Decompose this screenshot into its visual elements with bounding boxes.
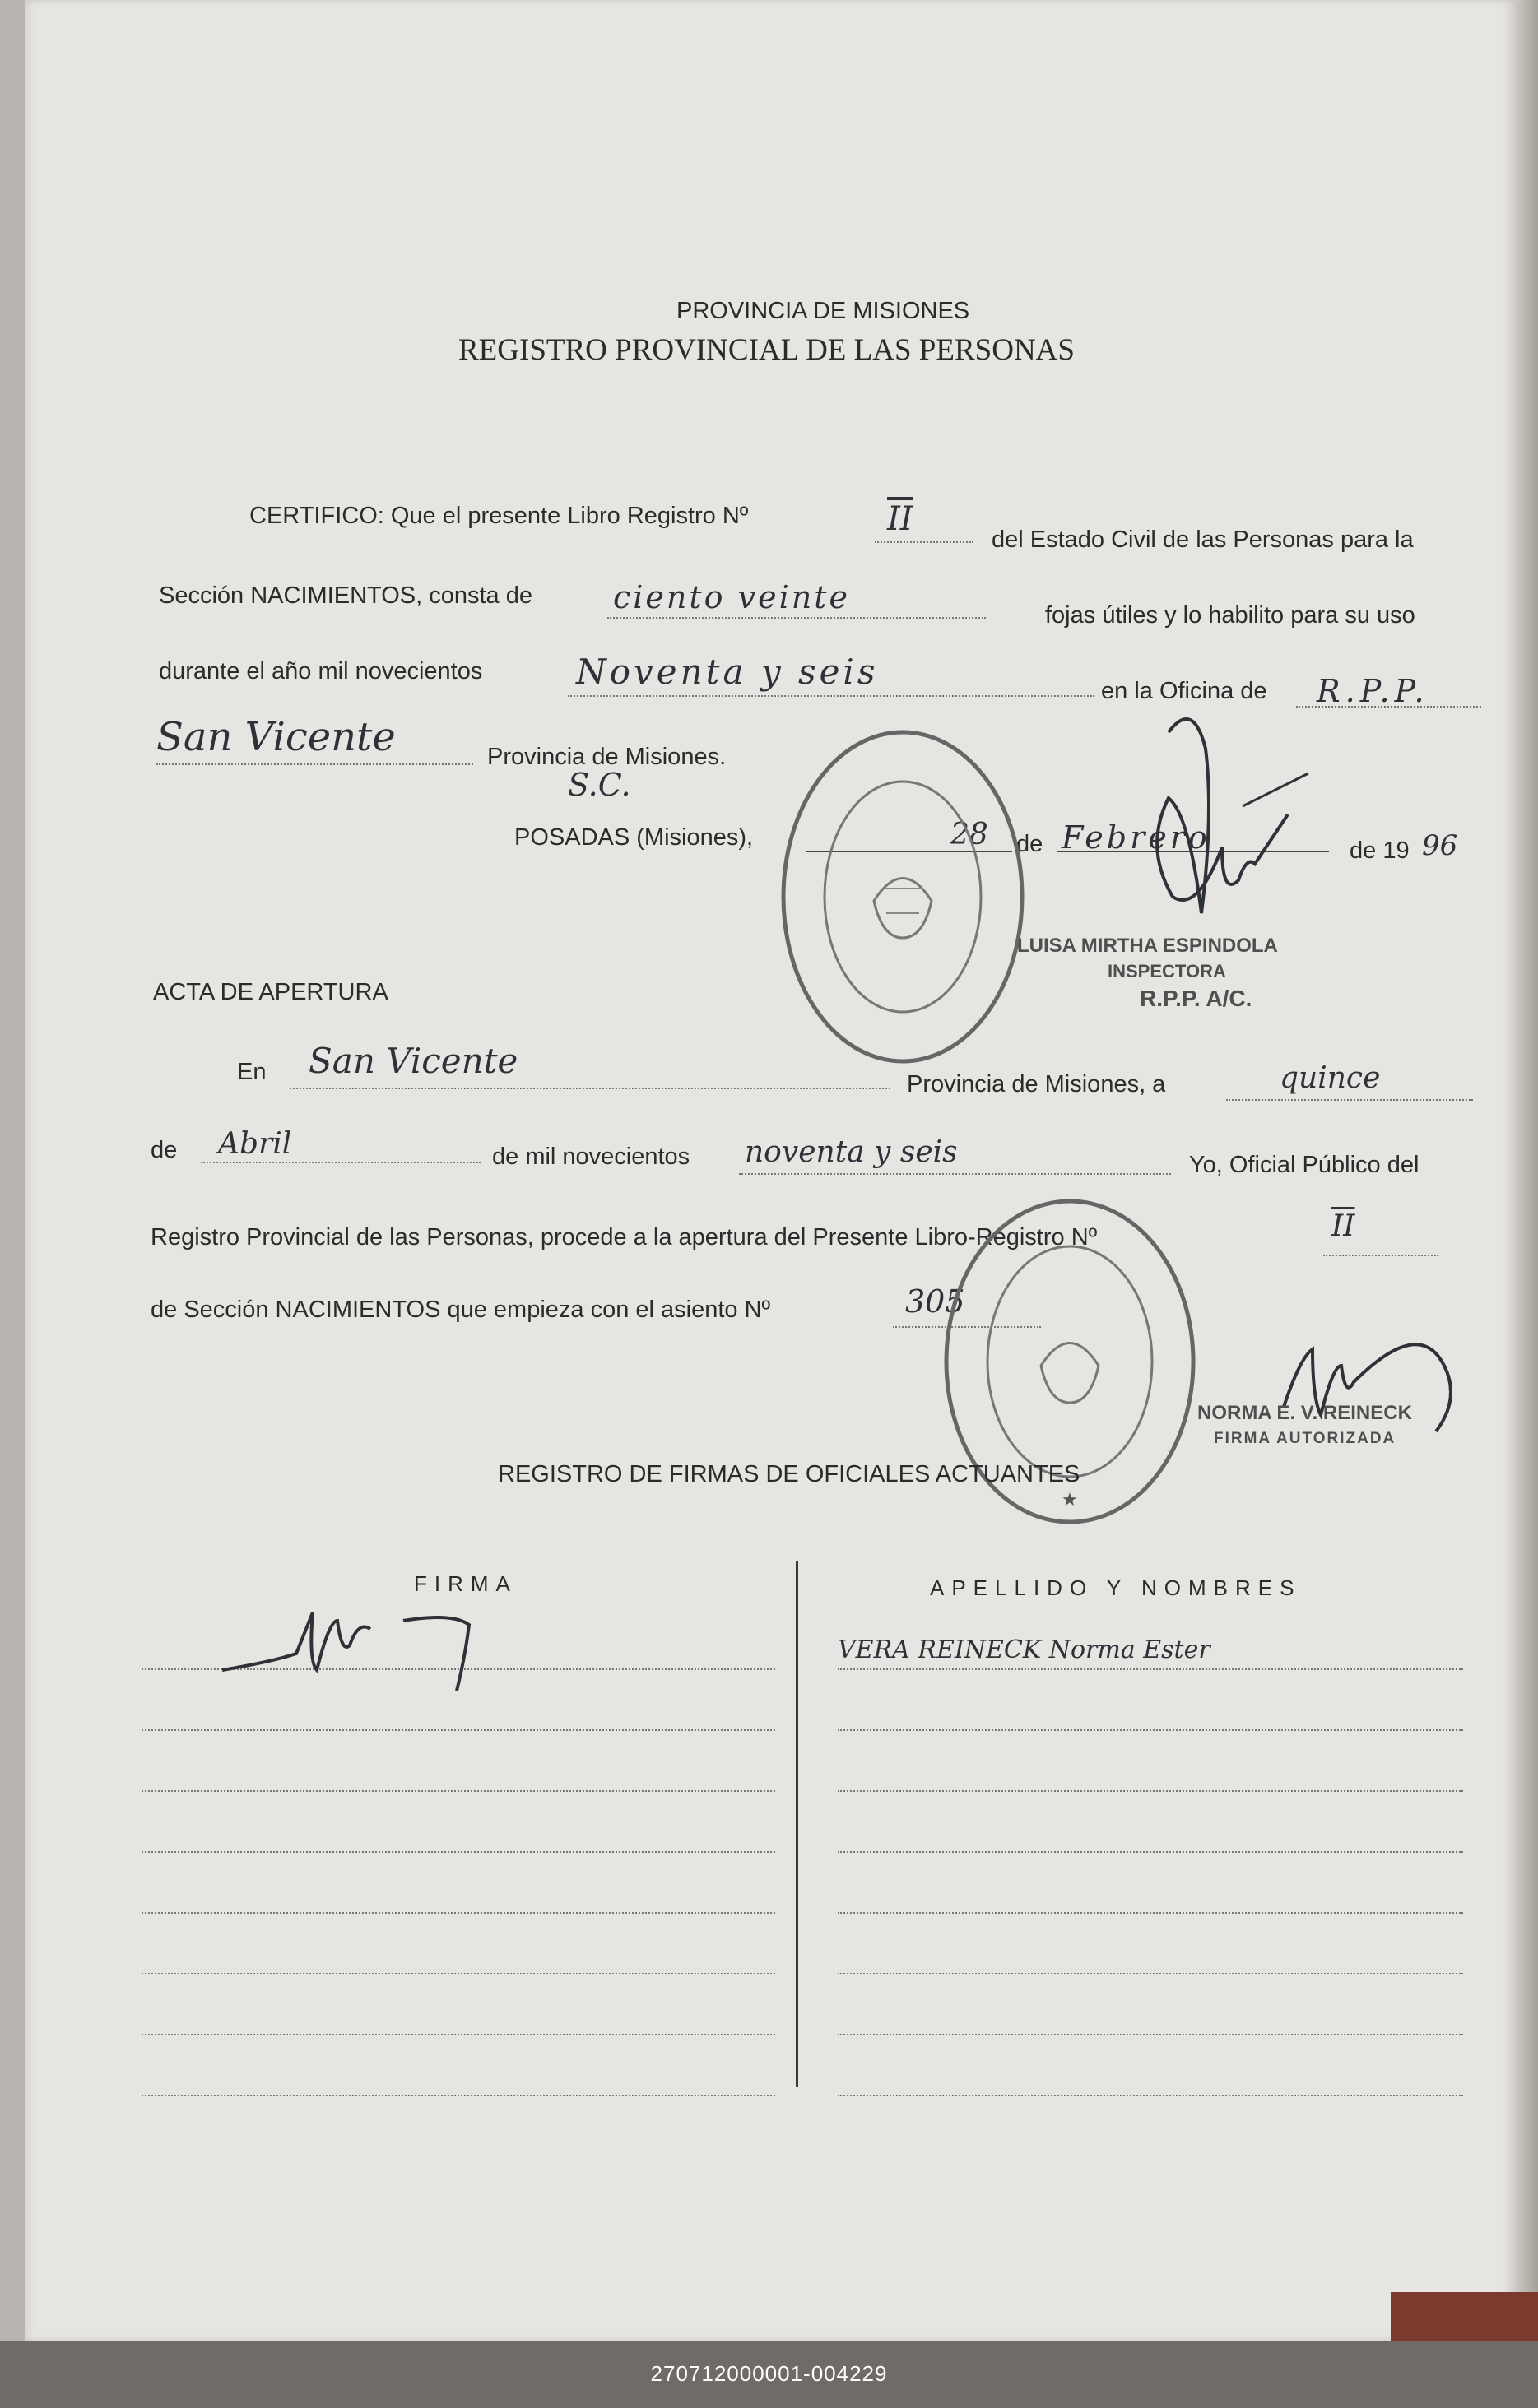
- date-day-hand: 28: [950, 818, 988, 851]
- place-field: [156, 763, 473, 765]
- cert-line2-a: Sección NACIMIENTOS, consta de: [159, 582, 532, 609]
- nombre-row-5: [838, 1912, 1463, 1914]
- registry-heading: REGISTRO PROVINCIAL DE LAS PERSONAS: [458, 333, 1075, 367]
- date-de-2: de 19: [1350, 837, 1410, 864]
- firma-row-2: [142, 1729, 775, 1731]
- svg-text:★: ★: [1062, 1490, 1078, 1510]
- firma-row-8: [142, 2095, 775, 2096]
- book-corner: [1391, 2292, 1538, 2341]
- province-heading: PROVINCIA DE MISIONES: [676, 298, 970, 324]
- nombre-row-2: [838, 1729, 1463, 1731]
- stamp2-signatory: NORMA E. V. REINECK: [1197, 1402, 1412, 1424]
- stamp1-signatory: LUISA MIRTHA ESPINDOLA: [1017, 935, 1278, 957]
- signature-firma-1: [214, 1604, 543, 1703]
- apertura-place-hand: San Vicente: [309, 1041, 518, 1081]
- apertura-entry-hand: 305: [905, 1283, 965, 1320]
- nombre-row-7: [838, 2034, 1463, 2035]
- nombre-row-6: [838, 1973, 1463, 1974]
- nombre-row-3: [838, 1790, 1463, 1792]
- date-year-hand: 96: [1422, 829, 1458, 862]
- col-nombres: APELLIDO Y NOMBRES: [930, 1575, 1302, 1600]
- firma-name-hand: VERA REINECK Norma Ester: [838, 1635, 1210, 1664]
- apertura-de: de: [151, 1137, 178, 1163]
- binding-strip: [0, 0, 25, 2341]
- apertura-place-field: [290, 1088, 890, 1089]
- stamp1-role: INSPECTORA: [1108, 961, 1226, 981]
- apertura-yo: Yo, Oficial Público del: [1189, 1152, 1420, 1178]
- office-hand: R.P.P.: [1317, 673, 1429, 709]
- book-number-field: [875, 541, 973, 543]
- book-number-hand: $\overline{II}$: [887, 500, 913, 538]
- cert-line3-a: durante el año mil novecientos: [159, 658, 483, 684]
- firma-row-7: [142, 2034, 775, 2035]
- apertura-year-hand: noventa y seis: [745, 1135, 958, 1169]
- apertura-day-hand: quince: [1280, 1061, 1381, 1095]
- pages-field: [607, 617, 986, 619]
- year-hand: Noventa y seis: [576, 652, 879, 692]
- apertura-mil: de mil novecientos: [492, 1144, 690, 1170]
- cert-line1-a: CERTIFICO: Que el presente Libro Registro Nº: [249, 503, 749, 529]
- nombre-row-1: [838, 1668, 1463, 1670]
- apertura-en: En: [237, 1059, 267, 1085]
- firma-row-5: [142, 1912, 775, 1914]
- date-de-1: de: [1016, 831, 1043, 857]
- office-hand-2: S.C.: [568, 767, 631, 803]
- date-month-hand: Febrero: [1062, 819, 1210, 856]
- nombre-row-4: [838, 1851, 1463, 1853]
- stamp2-role: FIRMA AUTORIZADA: [1214, 1430, 1396, 1447]
- apertura-month-hand: Abril: [218, 1127, 292, 1161]
- book-edge: [1514, 0, 1538, 2341]
- cert-line3-b: en la Oficina de: [1101, 678, 1267, 704]
- year-field: [568, 695, 1094, 697]
- apertura-day-field: [1226, 1099, 1473, 1101]
- date-place: POSADAS (Misiones),: [514, 824, 754, 851]
- pages-hand: ciento veinte: [613, 579, 850, 615]
- apertura-book-field: [1323, 1255, 1438, 1256]
- archive-id: 270712000001-004229: [650, 2361, 888, 2386]
- col-firma: FIRMA: [414, 1571, 518, 1596]
- apertura-heading: ACTA DE APERTURA: [153, 979, 388, 1005]
- apertura-book-hand: $\overline{II}$: [1331, 1209, 1355, 1243]
- firma-row-4: [142, 1851, 775, 1853]
- apertura-line4: de Sección NACIMIENTOS que empieza con el asiento Nº: [151, 1297, 771, 1323]
- signature-1: [1119, 699, 1317, 971]
- official-seal-1: [775, 724, 1030, 1069]
- apertura-year-field: [739, 1173, 1171, 1175]
- apertura-month-field: [201, 1162, 481, 1163]
- cert-line2-b: fojas útiles y lo habilito para su uso: [1045, 602, 1415, 629]
- firma-row-3: [142, 1790, 775, 1792]
- stamp1-unit: R.P.P. A/C.: [1140, 986, 1252, 1011]
- apertura-province: Provincia de Misiones, a: [907, 1071, 1166, 1097]
- cert-line4: Provincia de Misiones.: [487, 744, 727, 770]
- place-hand: San Vicente: [156, 714, 396, 760]
- signature-2: [1267, 1316, 1457, 1448]
- firmas-heading: REGISTRO DE FIRMAS DE OFICIALES ACTUANTES: [498, 1461, 1080, 1487]
- column-divider: [796, 1561, 798, 2087]
- cert-line1-b: del Estado Civil de las Personas para la: [992, 527, 1414, 553]
- nombre-row-8: [838, 2095, 1463, 2096]
- firma-row-6: [142, 1973, 775, 1974]
- apertura-line3: Registro Provincial de las Personas, procede a la apertura del Presente Libro-Registro Nº: [151, 1224, 1098, 1250]
